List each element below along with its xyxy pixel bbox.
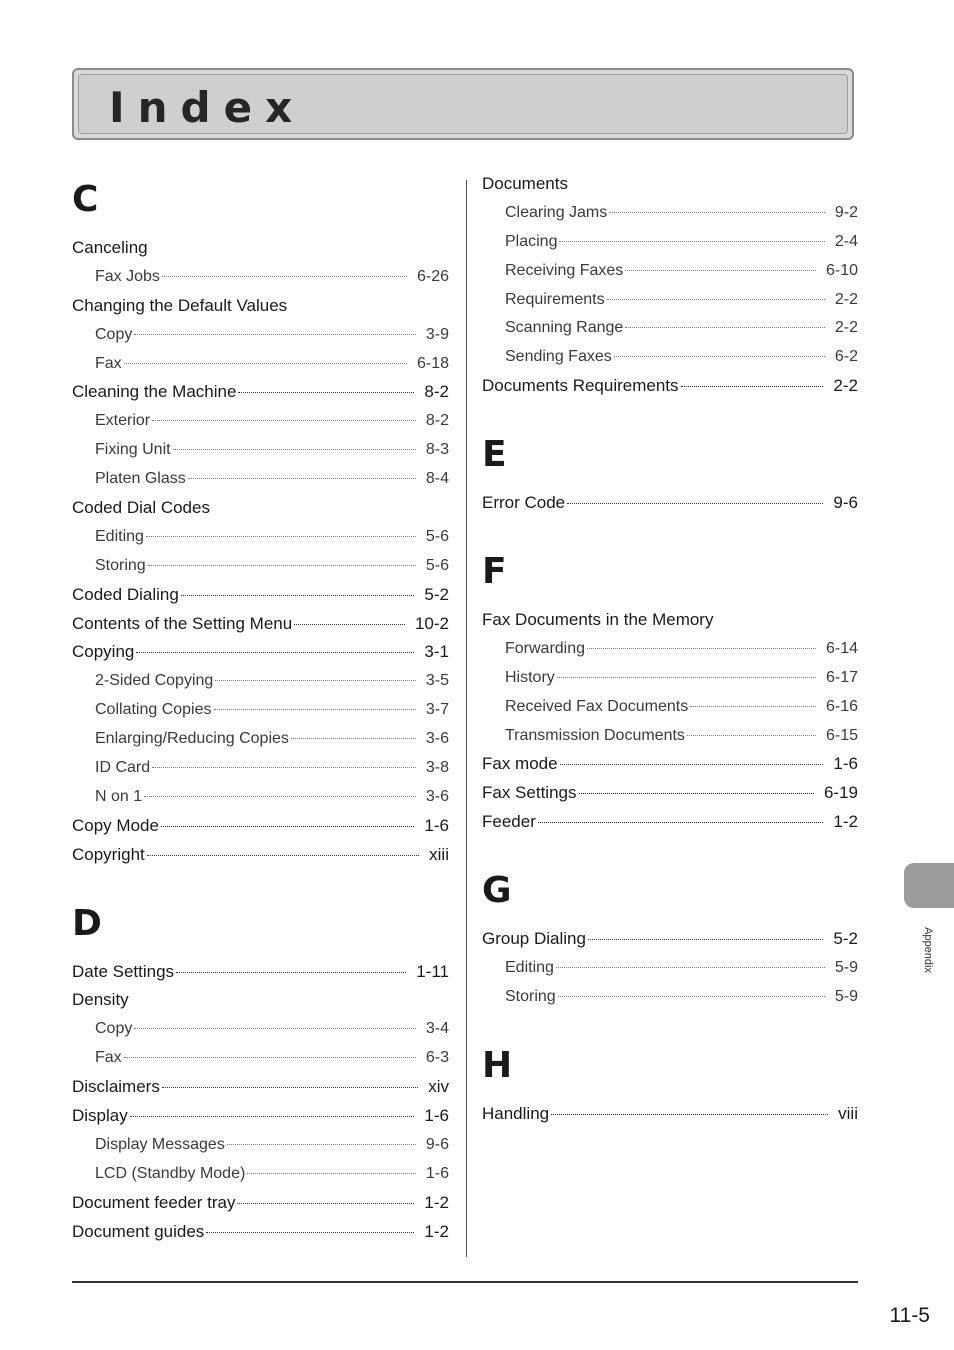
entry-term: Changing the Default Values (72, 295, 288, 315)
entry-term: Contents of the Setting Menu (72, 613, 293, 633)
index-subentry (72, 552, 449, 581)
entry-page-ref: 6-18 (416, 354, 449, 372)
entry-page-ref: 5-9 (834, 959, 858, 977)
index-letter-heading: F (482, 551, 507, 593)
entry-term: LCD (Standby Mode) (95, 1164, 246, 1182)
entry-term: Document feeder tray (72, 1192, 236, 1212)
index-subentry (72, 263, 449, 292)
entry-page-ref: 1-2 (424, 1221, 449, 1241)
section-spacer (482, 837, 858, 859)
entry-page-ref: xiii (429, 844, 449, 864)
index-entry (72, 1189, 449, 1218)
index-subentry (72, 1160, 449, 1189)
entry-term: Receiving Faxes (505, 261, 624, 279)
dot-leader (687, 735, 816, 736)
entry-page-ref: 2-2 (834, 319, 858, 337)
entry-page-ref: 5-2 (833, 929, 858, 949)
entry-term: Copy (95, 325, 133, 343)
dot-leader (607, 299, 825, 300)
index-entry (72, 581, 449, 610)
entry-page-ref: 3-7 (425, 701, 449, 719)
index-subentry (72, 667, 449, 696)
entry-page-ref: 6-10 (825, 261, 858, 279)
dot-leader (551, 1114, 828, 1115)
dot-leader (134, 1028, 416, 1029)
index-subentry (482, 257, 858, 286)
dot-leader (173, 449, 416, 450)
dot-leader (625, 270, 816, 271)
entry-term: Fax Jobs (95, 267, 160, 285)
entry-page-ref: xiv (428, 1077, 449, 1097)
entry-page-ref: 8-4 (425, 470, 449, 488)
index-subentry (72, 436, 449, 465)
title-inner-panel (78, 74, 848, 134)
entry-term: Storing (505, 987, 556, 1005)
entry-term: Received Fax Documents (505, 697, 689, 715)
dot-leader (560, 764, 824, 765)
entry-page-ref: 2-2 (834, 290, 858, 308)
dot-leader (557, 677, 816, 678)
entry-page-ref: 3-9 (425, 325, 449, 343)
entry-page-ref: 6-16 (825, 697, 858, 715)
entry-page-ref: 1-6 (424, 815, 449, 835)
entry-term: Canceling (72, 238, 148, 257)
index-subentry (482, 199, 858, 228)
entry-page-ref: 10-2 (414, 613, 449, 633)
entry-term: Coded Dialing (72, 584, 179, 604)
entry-page-ref: 3-6 (425, 730, 449, 748)
entry-page-ref: 8-2 (424, 382, 449, 402)
dot-leader (558, 996, 825, 997)
index-entry (72, 638, 449, 667)
index-subentry (482, 314, 858, 343)
entry-page-ref: 6-14 (825, 639, 858, 657)
entry-page-ref: 5-2 (424, 584, 449, 604)
index-entry (482, 925, 858, 954)
section-spacer (482, 401, 858, 423)
section-spacer (72, 870, 449, 892)
entry-term: Collating Copies (95, 701, 212, 719)
dot-leader (188, 478, 416, 479)
entry-term: Display Messages (95, 1135, 225, 1153)
section-spacer (482, 518, 858, 540)
index-entry (482, 808, 858, 837)
index-subentry (72, 1015, 449, 1044)
entry-page-ref: 8-3 (425, 441, 449, 459)
dot-leader (215, 680, 416, 681)
index-subentry (482, 286, 858, 315)
index-entry (72, 494, 449, 523)
dot-leader (291, 738, 416, 739)
index-subentry (482, 343, 858, 372)
entry-page-ref: 6-15 (825, 726, 858, 744)
dot-leader (690, 706, 816, 707)
entry-term: Editing (95, 527, 144, 545)
dot-leader (588, 939, 823, 940)
dot-leader (144, 796, 416, 797)
dot-leader (136, 652, 414, 653)
dot-leader (176, 972, 406, 973)
entry-page-ref: 6-3 (425, 1049, 449, 1067)
index-subentry (72, 407, 449, 436)
page-number: 11-5 (889, 1304, 930, 1327)
entry-term: Copying (72, 642, 135, 662)
dot-leader (294, 624, 405, 625)
index-entry (72, 1073, 449, 1102)
entry-page-ref: 6-26 (416, 267, 449, 285)
entry-page-ref: 9-6 (425, 1135, 449, 1153)
dot-leader (681, 386, 824, 387)
entry-term: N on 1 (95, 787, 143, 805)
section-spacer (482, 1012, 858, 1034)
dot-leader (124, 1057, 416, 1058)
entry-page-ref: 6-19 (823, 783, 858, 803)
index-subentry (72, 1131, 449, 1160)
index-entry (482, 170, 858, 199)
entry-term: Storing (95, 556, 146, 574)
index-entry (72, 812, 449, 841)
index-letter-heading: H (482, 1044, 513, 1086)
entry-term: Copy Mode (72, 815, 159, 835)
index-entry (482, 372, 858, 401)
entry-term: 2-Sided Copying (95, 672, 214, 690)
dot-leader (614, 356, 825, 357)
index-subentry (72, 321, 449, 350)
index-letter-heading: C (72, 179, 99, 220)
entry-term: Density (72, 990, 129, 1010)
entry-term: Fax Settings (482, 783, 577, 803)
dot-leader (162, 1087, 418, 1088)
entry-term: Documents Requirements (482, 376, 679, 396)
entry-page-ref: 5-6 (425, 556, 449, 574)
index-subentry (72, 783, 449, 812)
index-subentry (72, 465, 449, 494)
entry-term: Error Code (482, 493, 566, 513)
entry-page-ref: 1-6 (833, 754, 858, 774)
index-entry (72, 958, 449, 987)
dot-leader (556, 967, 825, 968)
dot-leader (148, 565, 416, 566)
entry-term: Exterior (95, 412, 151, 430)
page-title: Index (109, 83, 306, 132)
entry-term: Platen Glass (95, 470, 186, 488)
index-subentry (72, 350, 449, 379)
entry-page-ref: 3-8 (425, 759, 449, 777)
entry-term: Fax (95, 1049, 122, 1067)
dot-leader (147, 855, 419, 856)
index-entry (72, 1218, 449, 1247)
entry-term: Coded Dial Codes (72, 498, 210, 518)
chapter-tab-label: Appendix (922, 927, 934, 973)
dot-leader (214, 709, 416, 710)
index-entry (72, 841, 449, 870)
dot-leader (559, 241, 824, 242)
chapter-tab (904, 863, 954, 908)
entry-term: Cleaning the Machine (72, 382, 237, 402)
entry-page-ref: 6-17 (825, 668, 858, 686)
index-entry (72, 234, 449, 263)
dot-leader (625, 327, 825, 328)
entry-term: Feeder (482, 812, 536, 832)
entry-page-ref: 3-4 (425, 1020, 449, 1038)
entry-page-ref: 5-9 (834, 987, 858, 1005)
index-entry (72, 986, 449, 1015)
entry-term: Handling (482, 1103, 550, 1123)
index-title-box (72, 68, 854, 140)
index-entry (482, 750, 858, 779)
entry-page-ref: 2-4 (834, 232, 858, 250)
entry-term: Transmission Documents (505, 726, 685, 744)
index-column-left (72, 170, 449, 1247)
entry-page-ref: 3-1 (424, 642, 449, 662)
entry-page-ref: 9-2 (834, 203, 858, 221)
index-entry (72, 610, 449, 639)
entry-term: Editing (505, 959, 554, 977)
entry-term: Enlarging/Reducing Copies (95, 730, 289, 748)
entry-page-ref: 1-2 (424, 1192, 449, 1212)
entry-term: Disclaimers (72, 1077, 160, 1097)
dot-leader (152, 420, 416, 421)
index-subentry (482, 664, 858, 693)
entry-term: Forwarding (505, 639, 586, 657)
index-subentry (482, 954, 858, 983)
entry-term: Group Dialing (482, 929, 586, 949)
entry-term: Document guides (72, 1221, 205, 1241)
index-subentry (72, 523, 449, 552)
dot-leader (538, 822, 824, 823)
entry-term: Requirements (505, 290, 605, 308)
index-subentry (72, 754, 449, 783)
entry-term: History (505, 668, 555, 686)
entry-page-ref: 3-5 (425, 672, 449, 690)
dot-leader (238, 392, 414, 393)
index-entry (482, 489, 858, 518)
index-letter-heading: G (482, 870, 512, 912)
entry-page-ref: 1-11 (416, 961, 449, 981)
index-entry (72, 292, 449, 321)
index-subentry (72, 725, 449, 754)
dot-leader (130, 1116, 415, 1117)
index-subentry (72, 696, 449, 725)
dot-leader (134, 334, 416, 335)
entry-page-ref: 6-2 (834, 348, 858, 366)
column-divider (466, 180, 467, 1257)
index-column-right (482, 170, 858, 1129)
entry-term: Date Settings (72, 961, 175, 981)
index-subentry (482, 635, 858, 664)
dot-leader (181, 595, 415, 596)
entry-term: Copy (95, 1020, 133, 1038)
entry-term: Clearing Jams (505, 203, 608, 221)
dot-leader (162, 276, 407, 277)
entry-term: Fixing Unit (95, 441, 171, 459)
entry-page-ref: 5-6 (425, 527, 449, 545)
index-entry (482, 606, 858, 635)
entry-page-ref: 1-2 (833, 812, 858, 832)
dot-leader (206, 1232, 414, 1233)
index-entry (482, 1100, 858, 1129)
index-entry (72, 1102, 449, 1131)
index-letter-heading: D (72, 902, 102, 944)
index-subentry (482, 228, 858, 257)
dot-leader (161, 826, 414, 827)
dot-leader (146, 536, 416, 537)
dot-leader (124, 363, 407, 364)
dot-leader (579, 793, 814, 794)
index-subentry (482, 722, 858, 751)
entry-term: Fax (95, 354, 122, 372)
index-letter-heading: E (482, 434, 507, 476)
entry-page-ref: 3-6 (425, 787, 449, 805)
entry-term: Copyright (72, 844, 145, 864)
index-subentry (482, 983, 858, 1012)
entry-term: ID Card (95, 759, 151, 777)
entry-page-ref: 8-2 (425, 412, 449, 430)
dot-leader (227, 1144, 416, 1145)
index-subentry (72, 1044, 449, 1073)
entry-page-ref: 9-6 (833, 493, 858, 513)
entry-term: Sending Faxes (505, 348, 612, 366)
index-subentry (482, 693, 858, 722)
dot-leader (152, 767, 416, 768)
entry-page-ref: 2-2 (833, 376, 858, 396)
entry-page-ref: viii (838, 1103, 858, 1123)
entry-term: Documents (482, 174, 568, 193)
entry-term: Fax Documents in the Memory (482, 610, 714, 630)
entry-term: Display (72, 1106, 128, 1126)
entry-term: Placing (505, 232, 558, 250)
dot-leader (567, 503, 823, 504)
entry-term: Scanning Range (505, 319, 624, 337)
dot-leader (609, 212, 825, 213)
entry-page-ref: 1-6 (425, 1164, 449, 1182)
footer-rule (72, 1281, 858, 1283)
index-entry (482, 779, 858, 808)
dot-leader (237, 1203, 414, 1204)
entry-page-ref: 1-6 (424, 1106, 449, 1126)
dot-leader (247, 1173, 416, 1174)
entry-term: Fax mode (482, 754, 558, 774)
index-entry (72, 378, 449, 407)
dot-leader (587, 648, 816, 649)
